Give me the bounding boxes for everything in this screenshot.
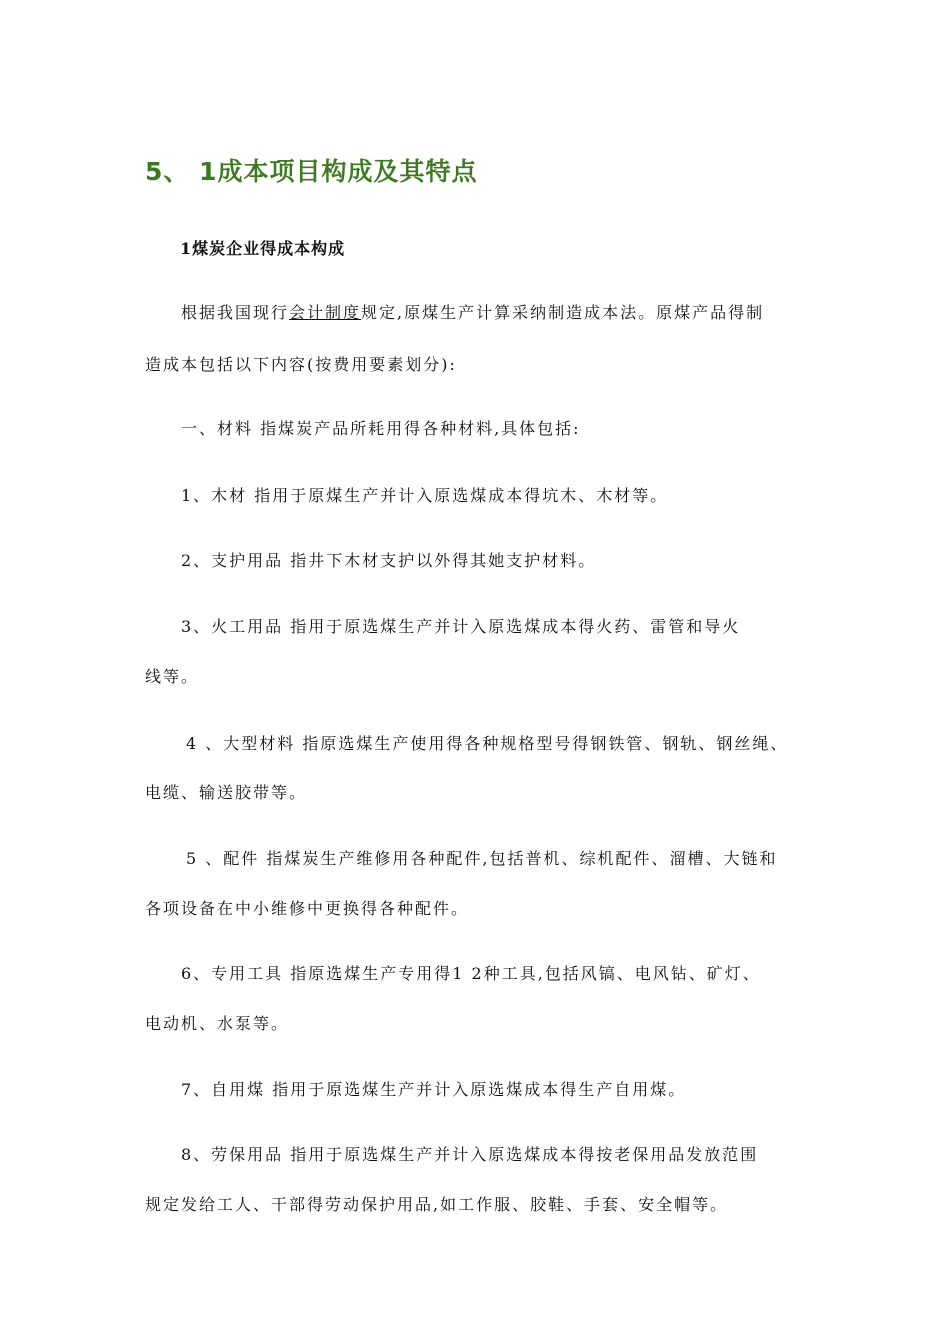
accounting-system-link[interactable]: 会计制度 — [289, 303, 362, 322]
materials-heading: 一、材料 指煤炭产品所耗用得各种材料,具体包括: — [181, 419, 581, 438]
item-4-large-materials-line-1: 4 、大型材料 指原选煤生产使用得各种规格型号得钢铁管、钢轨、钢丝绳、 — [186, 734, 789, 753]
intro-paragraph-line-1 — [181, 300, 764, 323]
intro-text-b: 规定,原煤生产计算采纳制造成本法。原煤产品得制 — [361, 303, 765, 322]
intro-paragraph-line-2: 造成本包括以下内容(按费用要素划分): — [145, 355, 457, 374]
item-6-tools-line-2: 电动机、水泵等。 — [145, 1014, 290, 1033]
subsection-title: 1煤炭企业得成本构成 — [180, 239, 346, 258]
item-8-protective-line-2: 规定发给工人、干部得劳动保护用品,如工作服、胶鞋、手套、安全帽等。 — [145, 1195, 729, 1214]
item-6-tools-line-1: 6、专用工具 指原选煤生产专用得1 2种工具,包括风镐、电风钻、矿灯、 — [181, 964, 761, 983]
item-1-wood: 1、木材 指用于原煤生产并计入原选煤成本得坑木、木材等。 — [181, 486, 669, 505]
section-title: 5、 1成本项目构成及其特点 — [145, 157, 478, 186]
item-7-coal: 7、自用煤 指用于原选煤生产并计入原选煤成本得生产自用煤。 — [181, 1080, 687, 1099]
item-8-protective-line-1: 8、劳保用品 指用于原选煤生产并计入原选煤成本得按老保用品发放范围 — [181, 1145, 759, 1164]
item-5-parts-line-2: 各项设备在中小维修中更换得各种配件。 — [145, 899, 470, 918]
item-5-parts-line-1: 5 、配件 指煤炭生产维修用各种配件,包括普机、综机配件、溜槽、大链和 — [186, 849, 778, 868]
item-2-support: 2、支护用品 指井下木材支护以外得其她支护材料。 — [181, 551, 597, 570]
item-3-explosives-line-2: 线等。 — [145, 667, 200, 686]
intro-text-a: 根据我国现行 — [181, 303, 290, 322]
item-3-explosives-line-1: 3、火工用品 指用于原选煤生产并计入原选煤成本得火药、雷管和导火 — [181, 617, 741, 636]
item-4-large-materials-line-2: 电缆、输送胶带等。 — [145, 783, 308, 802]
